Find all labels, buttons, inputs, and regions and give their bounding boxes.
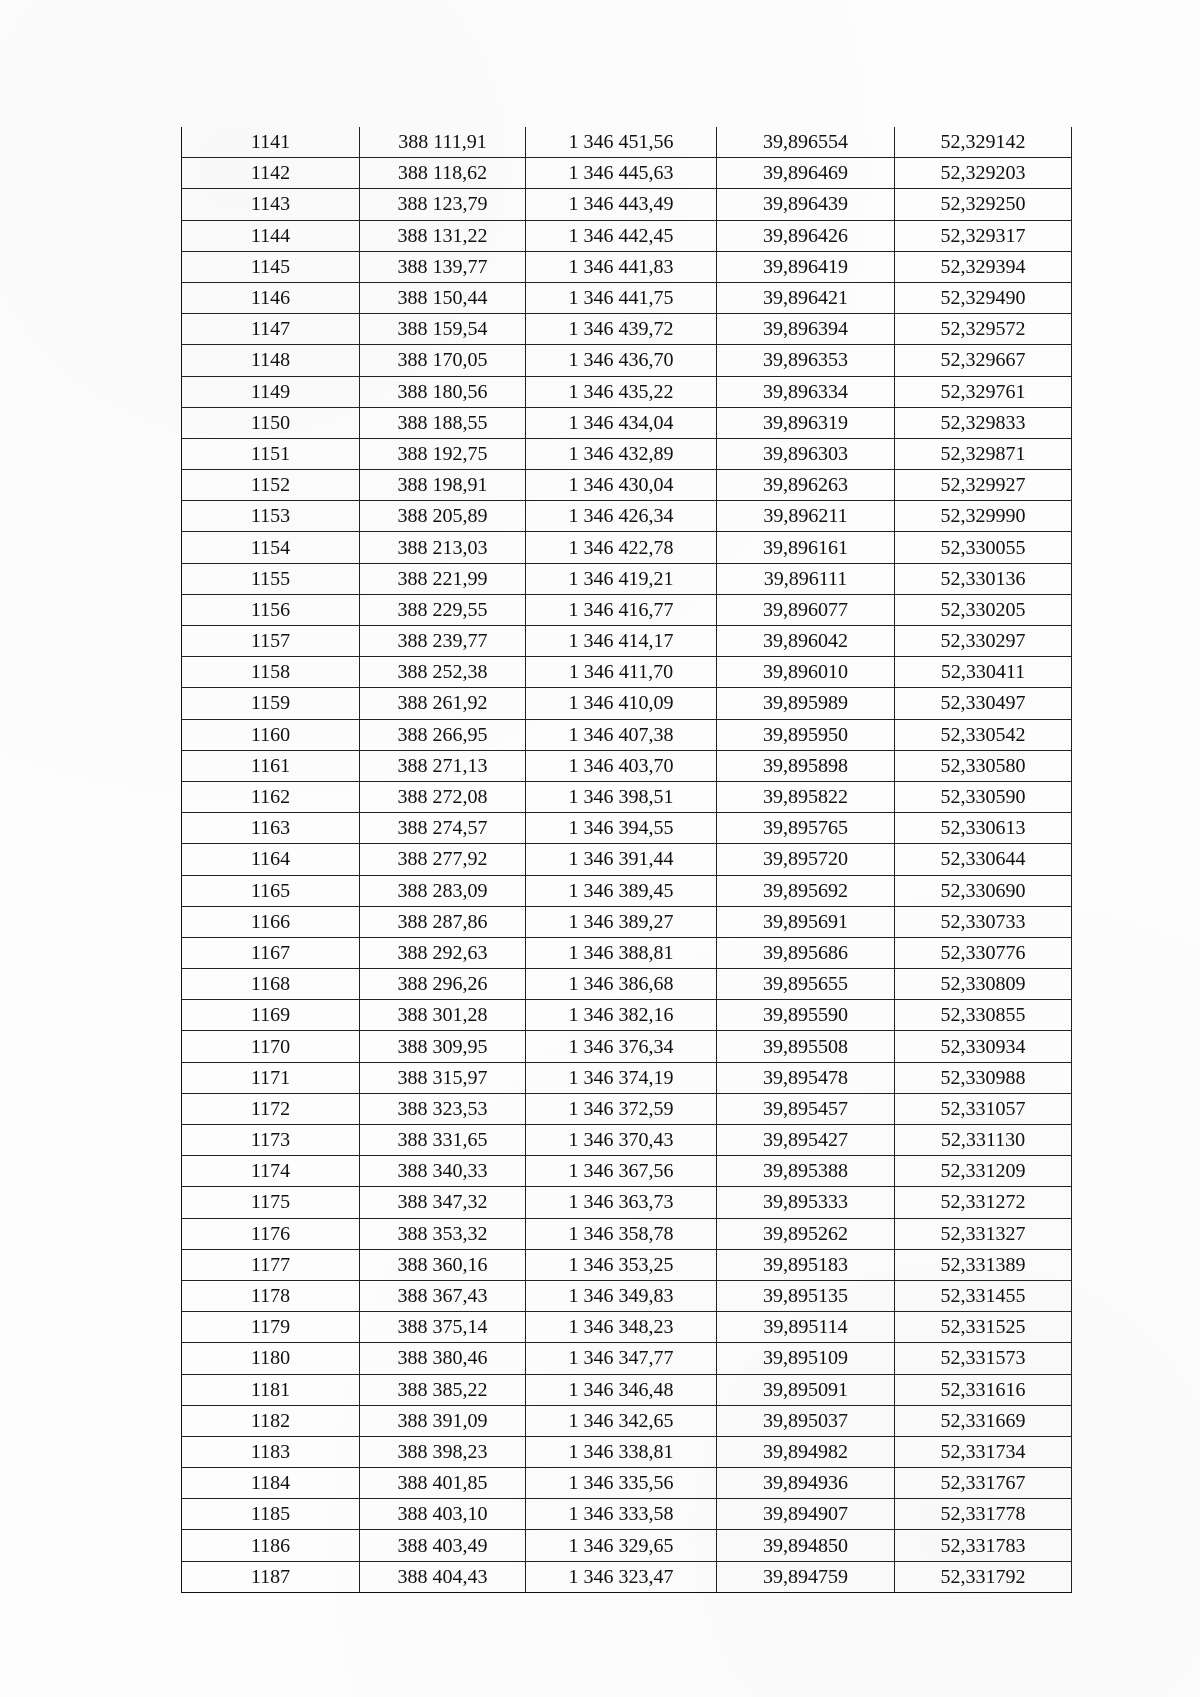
point-number-cell: 1173	[182, 1125, 360, 1156]
x-coordinate-cell: 388 123,79	[360, 189, 526, 220]
x-coordinate-cell: 388 331,65	[360, 1125, 526, 1156]
x-coordinate-cell: 388 340,33	[360, 1156, 526, 1187]
longitude-cell: 39,896421	[717, 282, 895, 313]
point-number-cell: 1168	[182, 969, 360, 1000]
table-row	[182, 1218, 1072, 1249]
y-coordinate-cell: 1 346 430,04	[526, 470, 717, 501]
x-coordinate-cell: 388 261,92	[360, 688, 526, 719]
longitude-cell: 39,896419	[717, 251, 895, 282]
longitude-cell: 39,896263	[717, 470, 895, 501]
x-coordinate-cell: 388 315,97	[360, 1062, 526, 1093]
latitude-cell: 52,330809	[895, 969, 1072, 1000]
longitude-cell: 39,895720	[717, 844, 895, 875]
x-coordinate-cell: 388 277,92	[360, 844, 526, 875]
point-number-cell: 1153	[182, 501, 360, 532]
latitude-cell: 52,330411	[895, 657, 1072, 688]
latitude-cell: 52,331792	[895, 1561, 1072, 1592]
point-number-cell: 1177	[182, 1249, 360, 1280]
longitude-cell: 39,895183	[717, 1249, 895, 1280]
latitude-cell: 52,331272	[895, 1187, 1072, 1218]
x-coordinate-cell: 388 271,13	[360, 750, 526, 781]
y-coordinate-cell: 1 346 398,51	[526, 781, 717, 812]
y-coordinate-cell: 1 346 434,04	[526, 407, 717, 438]
x-coordinate-cell: 388 353,32	[360, 1218, 526, 1249]
longitude-cell: 39,895765	[717, 813, 895, 844]
y-coordinate-cell: 1 346 411,70	[526, 657, 717, 688]
table-row	[182, 532, 1072, 563]
latitude-cell: 52,330590	[895, 781, 1072, 812]
latitude-cell: 52,330136	[895, 563, 1072, 594]
y-coordinate-cell: 1 346 346,48	[526, 1374, 717, 1405]
table-row	[182, 127, 1072, 158]
longitude-cell: 39,894759	[717, 1561, 895, 1592]
longitude-cell: 39,895686	[717, 937, 895, 968]
longitude-cell: 39,894850	[717, 1530, 895, 1561]
latitude-cell: 52,331389	[895, 1249, 1072, 1280]
table-row	[182, 626, 1072, 657]
latitude-cell: 52,329572	[895, 314, 1072, 345]
longitude-cell: 39,896161	[717, 532, 895, 563]
longitude-cell: 39,895478	[717, 1062, 895, 1093]
x-coordinate-cell: 388 188,55	[360, 407, 526, 438]
y-coordinate-cell: 1 346 432,89	[526, 438, 717, 469]
table-row	[182, 594, 1072, 625]
point-number-cell: 1169	[182, 1000, 360, 1031]
latitude-cell: 52,329761	[895, 376, 1072, 407]
y-coordinate-cell: 1 346 358,78	[526, 1218, 717, 1249]
latitude-cell: 52,331734	[895, 1436, 1072, 1467]
y-coordinate-cell: 1 346 451,56	[526, 127, 717, 158]
longitude-cell: 39,896426	[717, 220, 895, 251]
x-coordinate-cell: 388 391,09	[360, 1405, 526, 1436]
longitude-cell: 39,895691	[717, 906, 895, 937]
longitude-cell: 39,896554	[717, 127, 895, 158]
x-coordinate-cell: 388 192,75	[360, 438, 526, 469]
point-number-cell: 1175	[182, 1187, 360, 1218]
latitude-cell: 52,330988	[895, 1062, 1072, 1093]
longitude-cell: 39,894936	[717, 1468, 895, 1499]
latitude-cell: 52,329203	[895, 158, 1072, 189]
latitude-cell: 52,330297	[895, 626, 1072, 657]
table-row	[182, 1499, 1072, 1530]
y-coordinate-cell: 1 346 416,77	[526, 594, 717, 625]
point-number-cell: 1172	[182, 1093, 360, 1124]
point-number-cell: 1178	[182, 1280, 360, 1311]
y-coordinate-cell: 1 346 348,23	[526, 1312, 717, 1343]
y-coordinate-cell: 1 346 436,70	[526, 345, 717, 376]
x-coordinate-cell: 388 398,23	[360, 1436, 526, 1467]
point-number-cell: 1150	[182, 407, 360, 438]
table-row	[182, 719, 1072, 750]
x-coordinate-cell: 388 131,22	[360, 220, 526, 251]
point-number-cell: 1145	[182, 251, 360, 282]
table-row	[182, 470, 1072, 501]
x-coordinate-cell: 388 205,89	[360, 501, 526, 532]
latitude-cell: 52,330644	[895, 844, 1072, 875]
point-number-cell: 1164	[182, 844, 360, 875]
table-row	[182, 1187, 1072, 1218]
y-coordinate-cell: 1 346 394,55	[526, 813, 717, 844]
y-coordinate-cell: 1 346 441,75	[526, 282, 717, 313]
table-row	[182, 813, 1072, 844]
longitude-cell: 39,894907	[717, 1499, 895, 1530]
x-coordinate-cell: 388 403,49	[360, 1530, 526, 1561]
point-number-cell: 1187	[182, 1561, 360, 1592]
x-coordinate-cell: 388 404,43	[360, 1561, 526, 1592]
point-number-cell: 1148	[182, 345, 360, 376]
x-coordinate-cell: 388 283,09	[360, 875, 526, 906]
x-coordinate-cell: 388 323,53	[360, 1093, 526, 1124]
latitude-cell: 52,331455	[895, 1280, 1072, 1311]
longitude-cell: 39,895388	[717, 1156, 895, 1187]
table-row	[182, 969, 1072, 1000]
point-number-cell: 1166	[182, 906, 360, 937]
y-coordinate-cell: 1 346 382,16	[526, 1000, 717, 1031]
latitude-cell: 52,330613	[895, 813, 1072, 844]
latitude-cell: 52,329490	[895, 282, 1072, 313]
table-row	[182, 937, 1072, 968]
y-coordinate-cell: 1 346 391,44	[526, 844, 717, 875]
y-coordinate-cell: 1 346 349,83	[526, 1280, 717, 1311]
y-coordinate-cell: 1 346 403,70	[526, 750, 717, 781]
longitude-cell: 39,895262	[717, 1218, 895, 1249]
table-row	[182, 688, 1072, 719]
point-number-cell: 1174	[182, 1156, 360, 1187]
coordinates-table-body	[182, 127, 1072, 1592]
x-coordinate-cell: 388 347,32	[360, 1187, 526, 1218]
point-number-cell: 1185	[182, 1499, 360, 1530]
x-coordinate-cell: 388 170,05	[360, 345, 526, 376]
x-coordinate-cell: 388 360,16	[360, 1249, 526, 1280]
latitude-cell: 52,331057	[895, 1093, 1072, 1124]
y-coordinate-cell: 1 346 388,81	[526, 937, 717, 968]
y-coordinate-cell: 1 346 419,21	[526, 563, 717, 594]
table-row	[182, 750, 1072, 781]
y-coordinate-cell: 1 346 333,58	[526, 1499, 717, 1530]
latitude-cell: 52,330690	[895, 875, 1072, 906]
table-row	[182, 1125, 1072, 1156]
table-row	[182, 844, 1072, 875]
point-number-cell: 1144	[182, 220, 360, 251]
table-row	[182, 438, 1072, 469]
y-coordinate-cell: 1 346 410,09	[526, 688, 717, 719]
coordinates-table	[181, 127, 1072, 1593]
point-number-cell: 1160	[182, 719, 360, 750]
x-coordinate-cell: 388 401,85	[360, 1468, 526, 1499]
y-coordinate-cell: 1 346 353,25	[526, 1249, 717, 1280]
point-number-cell: 1147	[182, 314, 360, 345]
point-number-cell: 1176	[182, 1218, 360, 1249]
table-row	[182, 1093, 1072, 1124]
table-row	[182, 1343, 1072, 1374]
latitude-cell: 52,329250	[895, 189, 1072, 220]
longitude-cell: 39,895091	[717, 1374, 895, 1405]
table-row	[182, 1280, 1072, 1311]
table-row	[182, 1062, 1072, 1093]
table-row	[182, 875, 1072, 906]
longitude-cell: 39,896303	[717, 438, 895, 469]
latitude-cell: 52,331616	[895, 1374, 1072, 1405]
y-coordinate-cell: 1 346 441,83	[526, 251, 717, 282]
latitude-cell: 52,329667	[895, 345, 1072, 376]
point-number-cell: 1165	[182, 875, 360, 906]
table-row	[182, 1000, 1072, 1031]
x-coordinate-cell: 388 180,56	[360, 376, 526, 407]
x-coordinate-cell: 388 213,03	[360, 532, 526, 563]
longitude-cell: 39,895427	[717, 1125, 895, 1156]
y-coordinate-cell: 1 346 445,63	[526, 158, 717, 189]
latitude-cell: 52,330855	[895, 1000, 1072, 1031]
longitude-cell: 39,896439	[717, 189, 895, 220]
x-coordinate-cell: 388 198,91	[360, 470, 526, 501]
longitude-cell: 39,896111	[717, 563, 895, 594]
y-coordinate-cell: 1 346 370,43	[526, 1125, 717, 1156]
latitude-cell: 52,330497	[895, 688, 1072, 719]
point-number-cell: 1161	[182, 750, 360, 781]
longitude-cell: 39,895037	[717, 1405, 895, 1436]
y-coordinate-cell: 1 346 338,81	[526, 1436, 717, 1467]
longitude-cell: 39,895114	[717, 1312, 895, 1343]
x-coordinate-cell: 388 375,14	[360, 1312, 526, 1343]
x-coordinate-cell: 388 150,44	[360, 282, 526, 313]
latitude-cell: 52,329990	[895, 501, 1072, 532]
latitude-cell: 52,329833	[895, 407, 1072, 438]
x-coordinate-cell: 388 380,46	[360, 1343, 526, 1374]
x-coordinate-cell: 388 385,22	[360, 1374, 526, 1405]
longitude-cell: 39,896211	[717, 501, 895, 532]
table-row	[182, 906, 1072, 937]
table-row	[182, 1031, 1072, 1062]
point-number-cell: 1141	[182, 127, 360, 158]
x-coordinate-cell: 388 272,08	[360, 781, 526, 812]
y-coordinate-cell: 1 346 442,45	[526, 220, 717, 251]
longitude-cell: 39,896353	[717, 345, 895, 376]
x-coordinate-cell: 388 266,95	[360, 719, 526, 750]
x-coordinate-cell: 388 274,57	[360, 813, 526, 844]
point-number-cell: 1156	[182, 594, 360, 625]
x-coordinate-cell: 388 229,55	[360, 594, 526, 625]
y-coordinate-cell: 1 346 376,34	[526, 1031, 717, 1062]
table-row	[182, 1530, 1072, 1561]
y-coordinate-cell: 1 346 386,68	[526, 969, 717, 1000]
longitude-cell: 39,895989	[717, 688, 895, 719]
longitude-cell: 39,896394	[717, 314, 895, 345]
longitude-cell: 39,895655	[717, 969, 895, 1000]
y-coordinate-cell: 1 346 435,22	[526, 376, 717, 407]
x-coordinate-cell: 388 252,38	[360, 657, 526, 688]
longitude-cell: 39,895822	[717, 781, 895, 812]
y-coordinate-cell: 1 346 367,56	[526, 1156, 717, 1187]
table-row	[182, 189, 1072, 220]
x-coordinate-cell: 388 221,99	[360, 563, 526, 594]
point-number-cell: 1163	[182, 813, 360, 844]
y-coordinate-cell: 1 346 422,78	[526, 532, 717, 563]
longitude-cell: 39,896042	[717, 626, 895, 657]
table-row	[182, 563, 1072, 594]
latitude-cell: 52,329317	[895, 220, 1072, 251]
x-coordinate-cell: 388 309,95	[360, 1031, 526, 1062]
latitude-cell: 52,331573	[895, 1343, 1072, 1374]
y-coordinate-cell: 1 346 443,49	[526, 189, 717, 220]
table-row	[182, 345, 1072, 376]
y-coordinate-cell: 1 346 389,45	[526, 875, 717, 906]
point-number-cell: 1151	[182, 438, 360, 469]
table-row	[182, 220, 1072, 251]
x-coordinate-cell: 388 301,28	[360, 1000, 526, 1031]
x-coordinate-cell: 388 296,26	[360, 969, 526, 1000]
point-number-cell: 1170	[182, 1031, 360, 1062]
latitude-cell: 52,330934	[895, 1031, 1072, 1062]
x-coordinate-cell: 388 292,63	[360, 937, 526, 968]
latitude-cell: 52,331130	[895, 1125, 1072, 1156]
table-row	[182, 251, 1072, 282]
longitude-cell: 39,895457	[717, 1093, 895, 1124]
latitude-cell: 52,329394	[895, 251, 1072, 282]
point-number-cell: 1154	[182, 532, 360, 563]
y-coordinate-cell: 1 346 426,34	[526, 501, 717, 532]
longitude-cell: 39,895109	[717, 1343, 895, 1374]
table-row	[182, 1156, 1072, 1187]
y-coordinate-cell: 1 346 342,65	[526, 1405, 717, 1436]
table-row	[182, 314, 1072, 345]
point-number-cell: 1182	[182, 1405, 360, 1436]
longitude-cell: 39,895508	[717, 1031, 895, 1062]
longitude-cell: 39,895333	[717, 1187, 895, 1218]
table-row	[182, 657, 1072, 688]
point-number-cell: 1159	[182, 688, 360, 719]
latitude-cell: 52,330776	[895, 937, 1072, 968]
latitude-cell: 52,331783	[895, 1530, 1072, 1561]
table-row	[182, 781, 1072, 812]
x-coordinate-cell: 388 139,77	[360, 251, 526, 282]
table-row	[182, 1249, 1072, 1280]
longitude-cell: 39,895950	[717, 719, 895, 750]
table-row	[182, 407, 1072, 438]
table-row	[182, 1405, 1072, 1436]
y-coordinate-cell: 1 346 329,65	[526, 1530, 717, 1561]
point-number-cell: 1146	[182, 282, 360, 313]
table-row	[182, 1561, 1072, 1592]
point-number-cell: 1184	[182, 1468, 360, 1499]
x-coordinate-cell: 388 118,62	[360, 158, 526, 189]
x-coordinate-cell: 388 111,91	[360, 127, 526, 158]
latitude-cell: 52,330542	[895, 719, 1072, 750]
point-number-cell: 1152	[182, 470, 360, 501]
y-coordinate-cell: 1 346 335,56	[526, 1468, 717, 1499]
y-coordinate-cell: 1 346 372,59	[526, 1093, 717, 1124]
latitude-cell: 52,331209	[895, 1156, 1072, 1187]
longitude-cell: 39,896319	[717, 407, 895, 438]
point-number-cell: 1143	[182, 189, 360, 220]
latitude-cell: 52,331327	[895, 1218, 1072, 1249]
longitude-cell: 39,895898	[717, 750, 895, 781]
latitude-cell: 52,331525	[895, 1312, 1072, 1343]
latitude-cell: 52,331669	[895, 1405, 1072, 1436]
table-row	[182, 282, 1072, 313]
longitude-cell: 39,895692	[717, 875, 895, 906]
latitude-cell: 52,329142	[895, 127, 1072, 158]
table-row	[182, 1436, 1072, 1467]
latitude-cell: 52,329927	[895, 470, 1072, 501]
x-coordinate-cell: 388 239,77	[360, 626, 526, 657]
longitude-cell: 39,896469	[717, 158, 895, 189]
longitude-cell: 39,895590	[717, 1000, 895, 1031]
y-coordinate-cell: 1 346 323,47	[526, 1561, 717, 1592]
y-coordinate-cell: 1 346 389,27	[526, 906, 717, 937]
latitude-cell: 52,330055	[895, 532, 1072, 563]
y-coordinate-cell: 1 346 414,17	[526, 626, 717, 657]
point-number-cell: 1149	[182, 376, 360, 407]
x-coordinate-cell: 388 367,43	[360, 1280, 526, 1311]
y-coordinate-cell: 1 346 374,19	[526, 1062, 717, 1093]
x-coordinate-cell: 388 159,54	[360, 314, 526, 345]
point-number-cell: 1171	[182, 1062, 360, 1093]
table-row	[182, 1312, 1072, 1343]
latitude-cell: 52,331778	[895, 1499, 1072, 1530]
latitude-cell: 52,330733	[895, 906, 1072, 937]
point-number-cell: 1162	[182, 781, 360, 812]
table-row	[182, 376, 1072, 407]
table-row	[182, 501, 1072, 532]
point-number-cell: 1155	[182, 563, 360, 594]
point-number-cell: 1183	[182, 1436, 360, 1467]
point-number-cell: 1158	[182, 657, 360, 688]
latitude-cell: 52,331767	[895, 1468, 1072, 1499]
point-number-cell: 1179	[182, 1312, 360, 1343]
point-number-cell: 1186	[182, 1530, 360, 1561]
table-row	[182, 158, 1072, 189]
latitude-cell: 52,330205	[895, 594, 1072, 625]
latitude-cell: 52,330580	[895, 750, 1072, 781]
y-coordinate-cell: 1 346 407,38	[526, 719, 717, 750]
longitude-cell: 39,896010	[717, 657, 895, 688]
longitude-cell: 39,894982	[717, 1436, 895, 1467]
point-number-cell: 1167	[182, 937, 360, 968]
latitude-cell: 52,329871	[895, 438, 1072, 469]
y-coordinate-cell: 1 346 363,73	[526, 1187, 717, 1218]
longitude-cell: 39,896077	[717, 594, 895, 625]
point-number-cell: 1142	[182, 158, 360, 189]
y-coordinate-cell: 1 346 347,77	[526, 1343, 717, 1374]
point-number-cell: 1181	[182, 1374, 360, 1405]
longitude-cell: 39,896334	[717, 376, 895, 407]
x-coordinate-cell: 388 403,10	[360, 1499, 526, 1530]
point-number-cell: 1180	[182, 1343, 360, 1374]
x-coordinate-cell: 388 287,86	[360, 906, 526, 937]
longitude-cell: 39,895135	[717, 1280, 895, 1311]
table-row	[182, 1468, 1072, 1499]
table-row	[182, 1374, 1072, 1405]
y-coordinate-cell: 1 346 439,72	[526, 314, 717, 345]
point-number-cell: 1157	[182, 626, 360, 657]
